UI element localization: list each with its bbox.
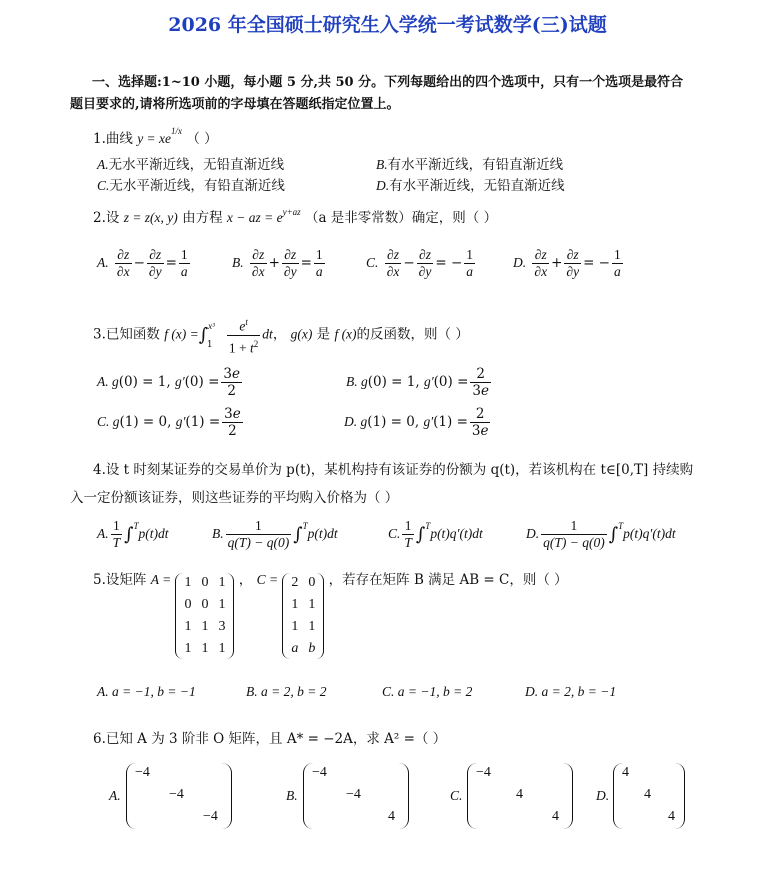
- q6-option-b-matrix: −4 −4 4: [303, 763, 409, 829]
- q6-option-b-label: B.: [286, 788, 298, 803]
- q1-option-b: B.有水平渐近线，有铅直渐近线: [376, 157, 564, 173]
- q3-option-c: C. g(1) = 0, g′(1) = $\frac{3e}{2}$: [97, 406, 241, 439]
- q4-option-c: C. $\frac{1}{T}$ ∫$^T$p(t)q′(t)dt: [388, 518, 483, 550]
- q3-option-a: A. g(0) = 1, g′(0) = $\frac{3e}{2}$: [97, 366, 240, 399]
- q6-option-a-matrix: −4 −4 −4: [126, 763, 232, 829]
- q1-exponent: 1/x: [171, 126, 183, 136]
- matrix-a: 1 0 1 0 0 1 1 1 3 1 1 1: [175, 573, 234, 659]
- q5-option-d: D. a = 2, b = −1: [525, 684, 617, 699]
- q4-option-d: D. $\frac{1}{q(T) - q(0)}$ ∫$^T$p(t)q′(t)dt: [526, 518, 676, 550]
- q6-option-d-matrix: 4 4 4: [613, 763, 685, 829]
- q2-option-d: D. $\frac{\partial z}{\partial x}$ + $\frac{\partial z}{\partial y}$ = − $\frac{1}{a}$: [513, 247, 621, 279]
- q5-option-c: C. a = −1, b = 2: [382, 684, 473, 699]
- q1-prefix: 1.曲线: [93, 131, 133, 147]
- q4-option-a: A. $\frac{1}{T}$ ∫$^T$p(t)dt: [97, 518, 169, 550]
- question-1: [93, 127, 218, 147]
- q2-option-b: B. $\frac{\partial z}{\partial x}$ + $\frac{\partial z}{\partial y}$ = $\frac{1}{a}$: [232, 247, 323, 279]
- q2-option-a: A. $\frac{\partial z}{\partial x}$ − $\frac{\partial z}{\partial y}$ = $\frac{1}{a}$: [97, 247, 188, 279]
- q2-option-c: C. $\frac{\partial z}{\partial x}$ − $\frac{\partial z}{\partial y}$ = − $\frac{1}{a}$: [366, 247, 474, 279]
- q5-option-a: A. a = −1, b = −1: [97, 684, 196, 699]
- q6-option-c-label: C.: [450, 788, 463, 803]
- instructions-line2: 题目要求的,请将所选项前的字母填在答题纸指定位置上。: [70, 97, 400, 112]
- question-5: 5.设矩阵 A = 1 0 1 0 0 1 1 1 3 1 1 1 ， C = 2 0 1 1 1 1 a b ，若存在矩阵 B 满足 AB = C，则（ ）: [93, 573, 568, 659]
- q5-option-b: B. a = 2, b = 2: [246, 684, 327, 699]
- q3-option-b: B. g(0) = 1, g′(0) = $\frac{2}{3e}$: [346, 366, 489, 399]
- question-4-line2: 入一定份额该证券，则这些证券的平均购入价格为（ ）: [70, 490, 399, 506]
- q3-option-d: D. g(1) = 0, g′(1) = $\frac{2}{3e}$: [344, 406, 489, 439]
- question-2: 2.设 z = z(x, y) 由方程 x − az = $e^{y+az}$ （a 是非零常数）确定，则（ ）: [93, 207, 498, 226]
- q1-option-d: D.有水平渐近线，无铅直渐近线: [376, 178, 565, 194]
- q6-option-a-label: A.: [109, 788, 121, 803]
- q1-formula: y = xe: [137, 131, 172, 146]
- q1-option-a: A.无水平渐近线，无铅直渐近线: [97, 157, 285, 173]
- question-3: 3.已知函数 f (x) =∫$^{x^3}_1$ $\frac{e^t}{1 + t^2}$ dt， g(x) 是 f (x)的反函数，则（ ）: [93, 314, 469, 356]
- question-4-line1: 4.设 t 时刻某证券的交易单价为 p(t)，某机构持有该证券的份额为 q(t)，若该机构在 t∈[0,T] 持续购: [93, 462, 694, 478]
- q1-blank: （ ）: [186, 131, 218, 147]
- q6-option-d-label: D.: [596, 788, 610, 803]
- matrix-c: 2 0 1 1 1 1 a b: [282, 573, 324, 659]
- question-6: 6.已知 A 为 3 阶非 O 矩阵，且 A* = −2A，求 A² =（ ）: [93, 731, 447, 747]
- q1-option-c: C.无水平渐近线，有铅直渐近线: [97, 178, 285, 194]
- instructions-line1: 一、选择题:1~10 小题，每小题 5 分,共 50 分。下列每题给出的四个选项中，只有一个选项是最符合: [92, 75, 684, 90]
- q6-option-c-matrix: −4 4 4: [467, 763, 573, 829]
- page-title: 2026 年全国硕士研究生入学统一考试数学(三)试题: [168, 14, 607, 36]
- q4-option-b: B. $\frac{1}{q(T) - q(0)}$ ∫$^T$p(t)dt: [212, 518, 338, 550]
